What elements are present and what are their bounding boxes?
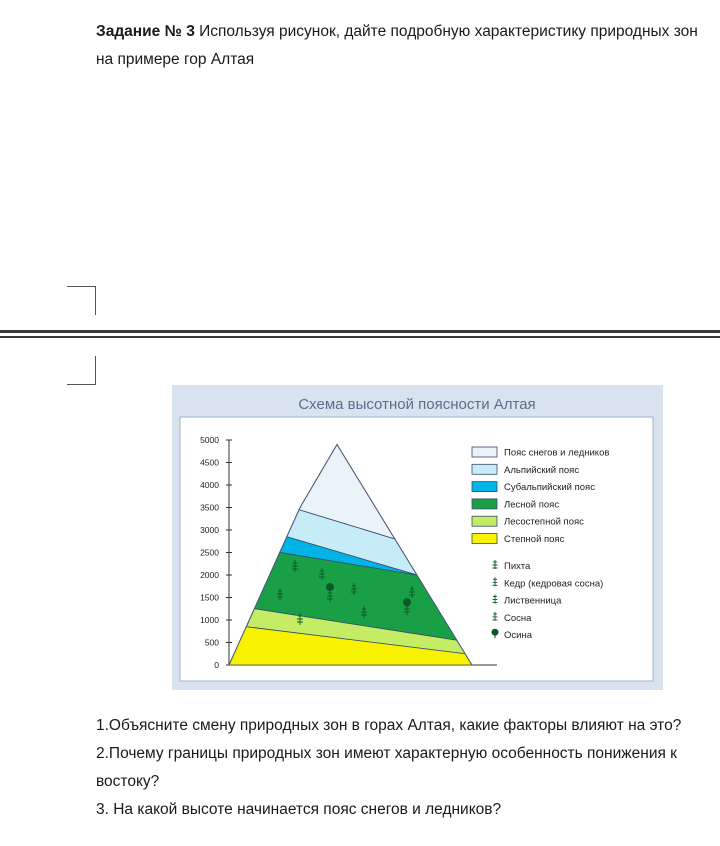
altitude-zones-chart [172, 385, 663, 690]
y-tick-label: 3500 [200, 502, 219, 513]
task-header [96, 18, 716, 74]
task-text-line1: Используя рисунок, дайте подробную характеристику природных зон [194, 23, 698, 40]
legend-label-5: Лесостепной пояс [504, 516, 584, 528]
y-tick-label: 0 [214, 660, 219, 670]
aspen-mark [326, 583, 334, 591]
legend-swatch-3 [472, 482, 497, 492]
legend-label-2: Альпийский пояс [504, 464, 580, 476]
legend-label-3: Субальпийский пояс [504, 482, 595, 494]
legend-swatch-4 [472, 499, 497, 509]
y-tick-label: 1500 [200, 592, 219, 603]
questions-block [96, 712, 716, 824]
page-separator [0, 330, 720, 338]
y-tick-label: 500 [204, 637, 219, 648]
question-3: 3. На какой высоте начинается пояс снегов и ледников? [96, 801, 502, 818]
question-1: 1.Объясните смену природных зон в горах Алтая, какие факторы влияют на это? [96, 717, 682, 734]
question-2: 2.Почему границы природных зон имеют характерную особенность понижения к востоку? [96, 745, 677, 790]
legend-label-1: Пояс снегов и ледников [504, 447, 610, 459]
legend-swatch-2 [472, 464, 497, 474]
y-tick-label: 2000 [200, 570, 219, 580]
legend-swatch-1 [472, 447, 497, 457]
legend-label-6: Степной пояс [504, 534, 565, 545]
y-tick-label: 3000 [200, 525, 219, 535]
y-tick-label: 2500 [200, 547, 219, 558]
task-number: Задание № 3 [96, 23, 195, 40]
altitude-zones-figure [172, 385, 663, 690]
y-tick-label: 4500 [200, 457, 219, 468]
legend-swatch-5 [472, 516, 497, 526]
chart-title: Схема высотной поясности Алтая [298, 396, 536, 413]
task-text-line2: на примере гор Алтая [96, 51, 255, 68]
y-tick-label: 4000 [200, 480, 219, 490]
aspen-icon [492, 629, 499, 636]
tree-legend-label-3: Лиственница [504, 595, 562, 607]
legend-label-4: Лесной пояс [504, 499, 560, 511]
tree-legend-label-2: Кедр (кедровая сосна) [504, 578, 604, 590]
margin-corner-mark [67, 356, 96, 385]
y-tick-label: 1000 [200, 615, 219, 625]
y-tick-label: 5000 [200, 435, 219, 445]
legend-swatch-6 [472, 534, 497, 544]
tree-legend-label-4: Сосна [504, 612, 532, 624]
margin-corner-mark [67, 286, 96, 315]
aspen-mark [403, 598, 411, 606]
tree-legend-label-1: Пихта [504, 561, 531, 572]
tree-legend-label-5: Осина [504, 630, 532, 642]
